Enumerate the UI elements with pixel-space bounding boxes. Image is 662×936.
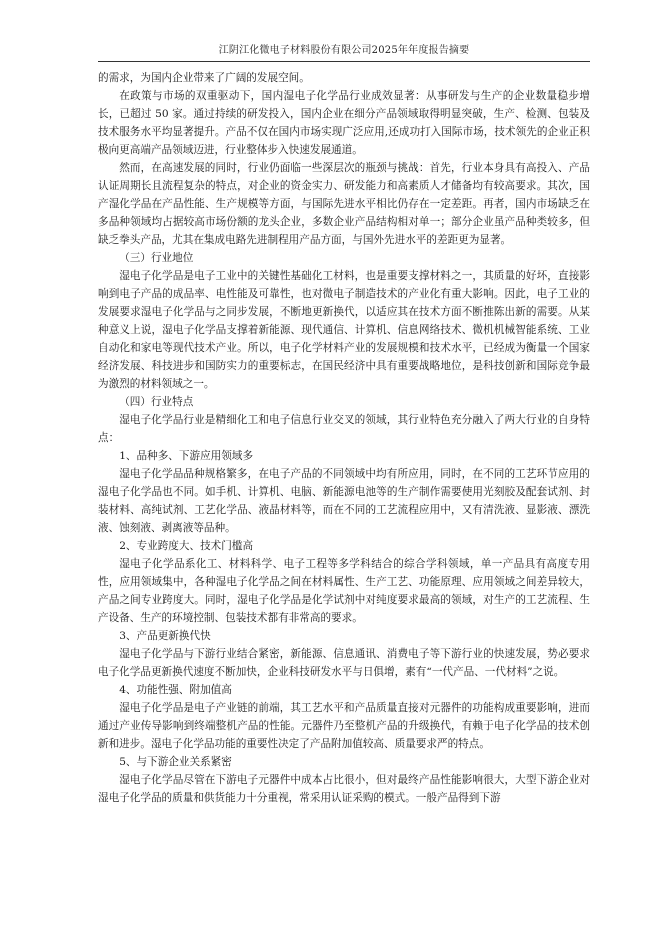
feature-heading-5: 5、与下游企业关系紧密	[119, 756, 232, 768]
feature-heading-1: 1、品种多、下游应用领域多	[119, 450, 254, 462]
paragraph-industry-position: 湿电子化学品是电子工业中的关键性基础化工材料，也是重要支撑材料之一，其质量的好坏，直接影响到电子产品的成品率、电性能及可靠性，也对微电子制造技术的产业化有重大影响。因此，电子工业的发展要求湿电子化学品与之同步发展，不断地更新换代，以适应其在技术方面不断推陈出新的需要。从某种意义上说，湿电子化学品支撑着新能源、现代通信、计算机、信息网络技术、微机机械智能系统、工业自动化和家电等现代技术产业。所以，电子化学材料产业的发展规模和技术水平，已经成为衡量一个国家经济发展、科技进步和国防实力的重要标志，在国民经济中具有重要战略地位，是科技创新和国际竞争最为激烈的材料领域之一。	[98, 270, 590, 390]
feature-body-4: 湿电子化学品是电子产业链的前端，其工艺水平和产品质量直接对元器件的功能构成重要影响，进而通过产业传导影响到终端整机产品的性能。元器件乃至整机产品的升级换代，有赖于电子化学品的技术创新和进步。湿电子化学品功能的重要性决定了产品附加值较高、质量要求严的特点。	[98, 702, 590, 750]
paragraph-continuation: 的需求，为国内企业带来了广阔的发展空间。	[98, 72, 310, 84]
feature-body-5: 湿电子化学品尽管在下游电子元器件中成本占比很小，但对最终产品性能影响很大，大型下游企业对湿电子化学品的质量和供货能力十分重视，常采用认证采购的模式。一般产品得到下游	[98, 774, 590, 804]
page-header: 江阴江化微电子材料股份有限公司2025年年度报告摘要	[218, 45, 470, 56]
feature-heading-2: 2、专业跨度大、技术门槛高	[119, 540, 254, 552]
feature-body-1: 湿电子化学品品种规格繁多，在电子产品的不同领域中均有所应用，同时，在不同的工艺环节应用的湿电子化学品也不同。如手机、计算机、电脑、新能源电池等的生产制作需要使用光刻胶及配套试剂、封装材料、高纯试剂、工艺化学品、液晶材料等，而在不同的工艺流程应用中，又有清洗液、显影液、漂洗液、蚀刻液、剥离液等品种。	[98, 468, 590, 534]
report-body	[98, 69, 590, 807]
section-heading-industry-position: （三）行业地位	[119, 252, 194, 264]
feature-body-2: 湿电子化学品系化工、材料科学、电子工程等多学科结合的综合学科领域，单一产品具有高度专用性，应用领域集中，各种湿电子化学品之间在材料属性、生产工艺、功能原理、应用领域之间差异较大，产品之间专业跨度大。同时，湿电子化学品是化学试剂中对纯度要求最高的领域，对生产的工艺流程、生产设备、生产的环境控制、包装技术都有非常高的要求。	[98, 558, 590, 624]
paragraph-industry-challenges: 然而，在高速发展的同时，行业仍面临一些深层次的瓶颈与挑战：首先，行业本身具有高投入、产品认证周期长且流程复杂的特点，对企业的资金实力、研发能力和高素质人才储备均有较高要求。其次，国产湿化学品在产品性能、生产规模等方面，与国际先进水平相比仍存在一定差距。再者，国内市场缺乏在多品种领域均占据较高市场份额的龙头企业，多数企业产品结构相对单一；部分企业虽产品种类较多，但缺乏拳头产品，尤其在集成电路先进制程用产品方面，与国外先进水平的差距更为显著。	[98, 162, 590, 246]
paragraph-industry-achievements: 在政策与市场的双重驱动下，国内湿电子化学品行业成效显著：从事研发与生产的企业数量稳步增长，已超过 50 家。通过持续的研发投入，国内企业在细分产品领域取得明显突破，生产、检测、包装及技术服务水平均显著提升。产品不仅在国内市场实现广泛应用,还成功打入国际市场，技术领先的企业正积极向更高端产品领域迈进，行业整体步入快速发展通道。	[98, 90, 590, 156]
feature-body-3: 湿电子化学品与下游行业结合紧密，新能源、信息通讯、消费电子等下游行业的快速发展，势必要求电子化学品更新换代速度不断加快，企业科技研发水平与日俱增，素有“一代产品、一代材料”之说。	[98, 648, 590, 678]
section-heading-industry-features: （四）行业特点	[119, 396, 194, 408]
feature-heading-3: 3、产品更新换代快	[119, 630, 211, 642]
feature-heading-4: 4、功能性强、附加值高	[119, 684, 232, 696]
paragraph-features-intro: 湿电子化学品行业是精细化工和电子信息行业交叉的领域，其行业特色充分融入了两大行业的自身特点：	[98, 414, 590, 444]
header-divider	[98, 61, 590, 62]
